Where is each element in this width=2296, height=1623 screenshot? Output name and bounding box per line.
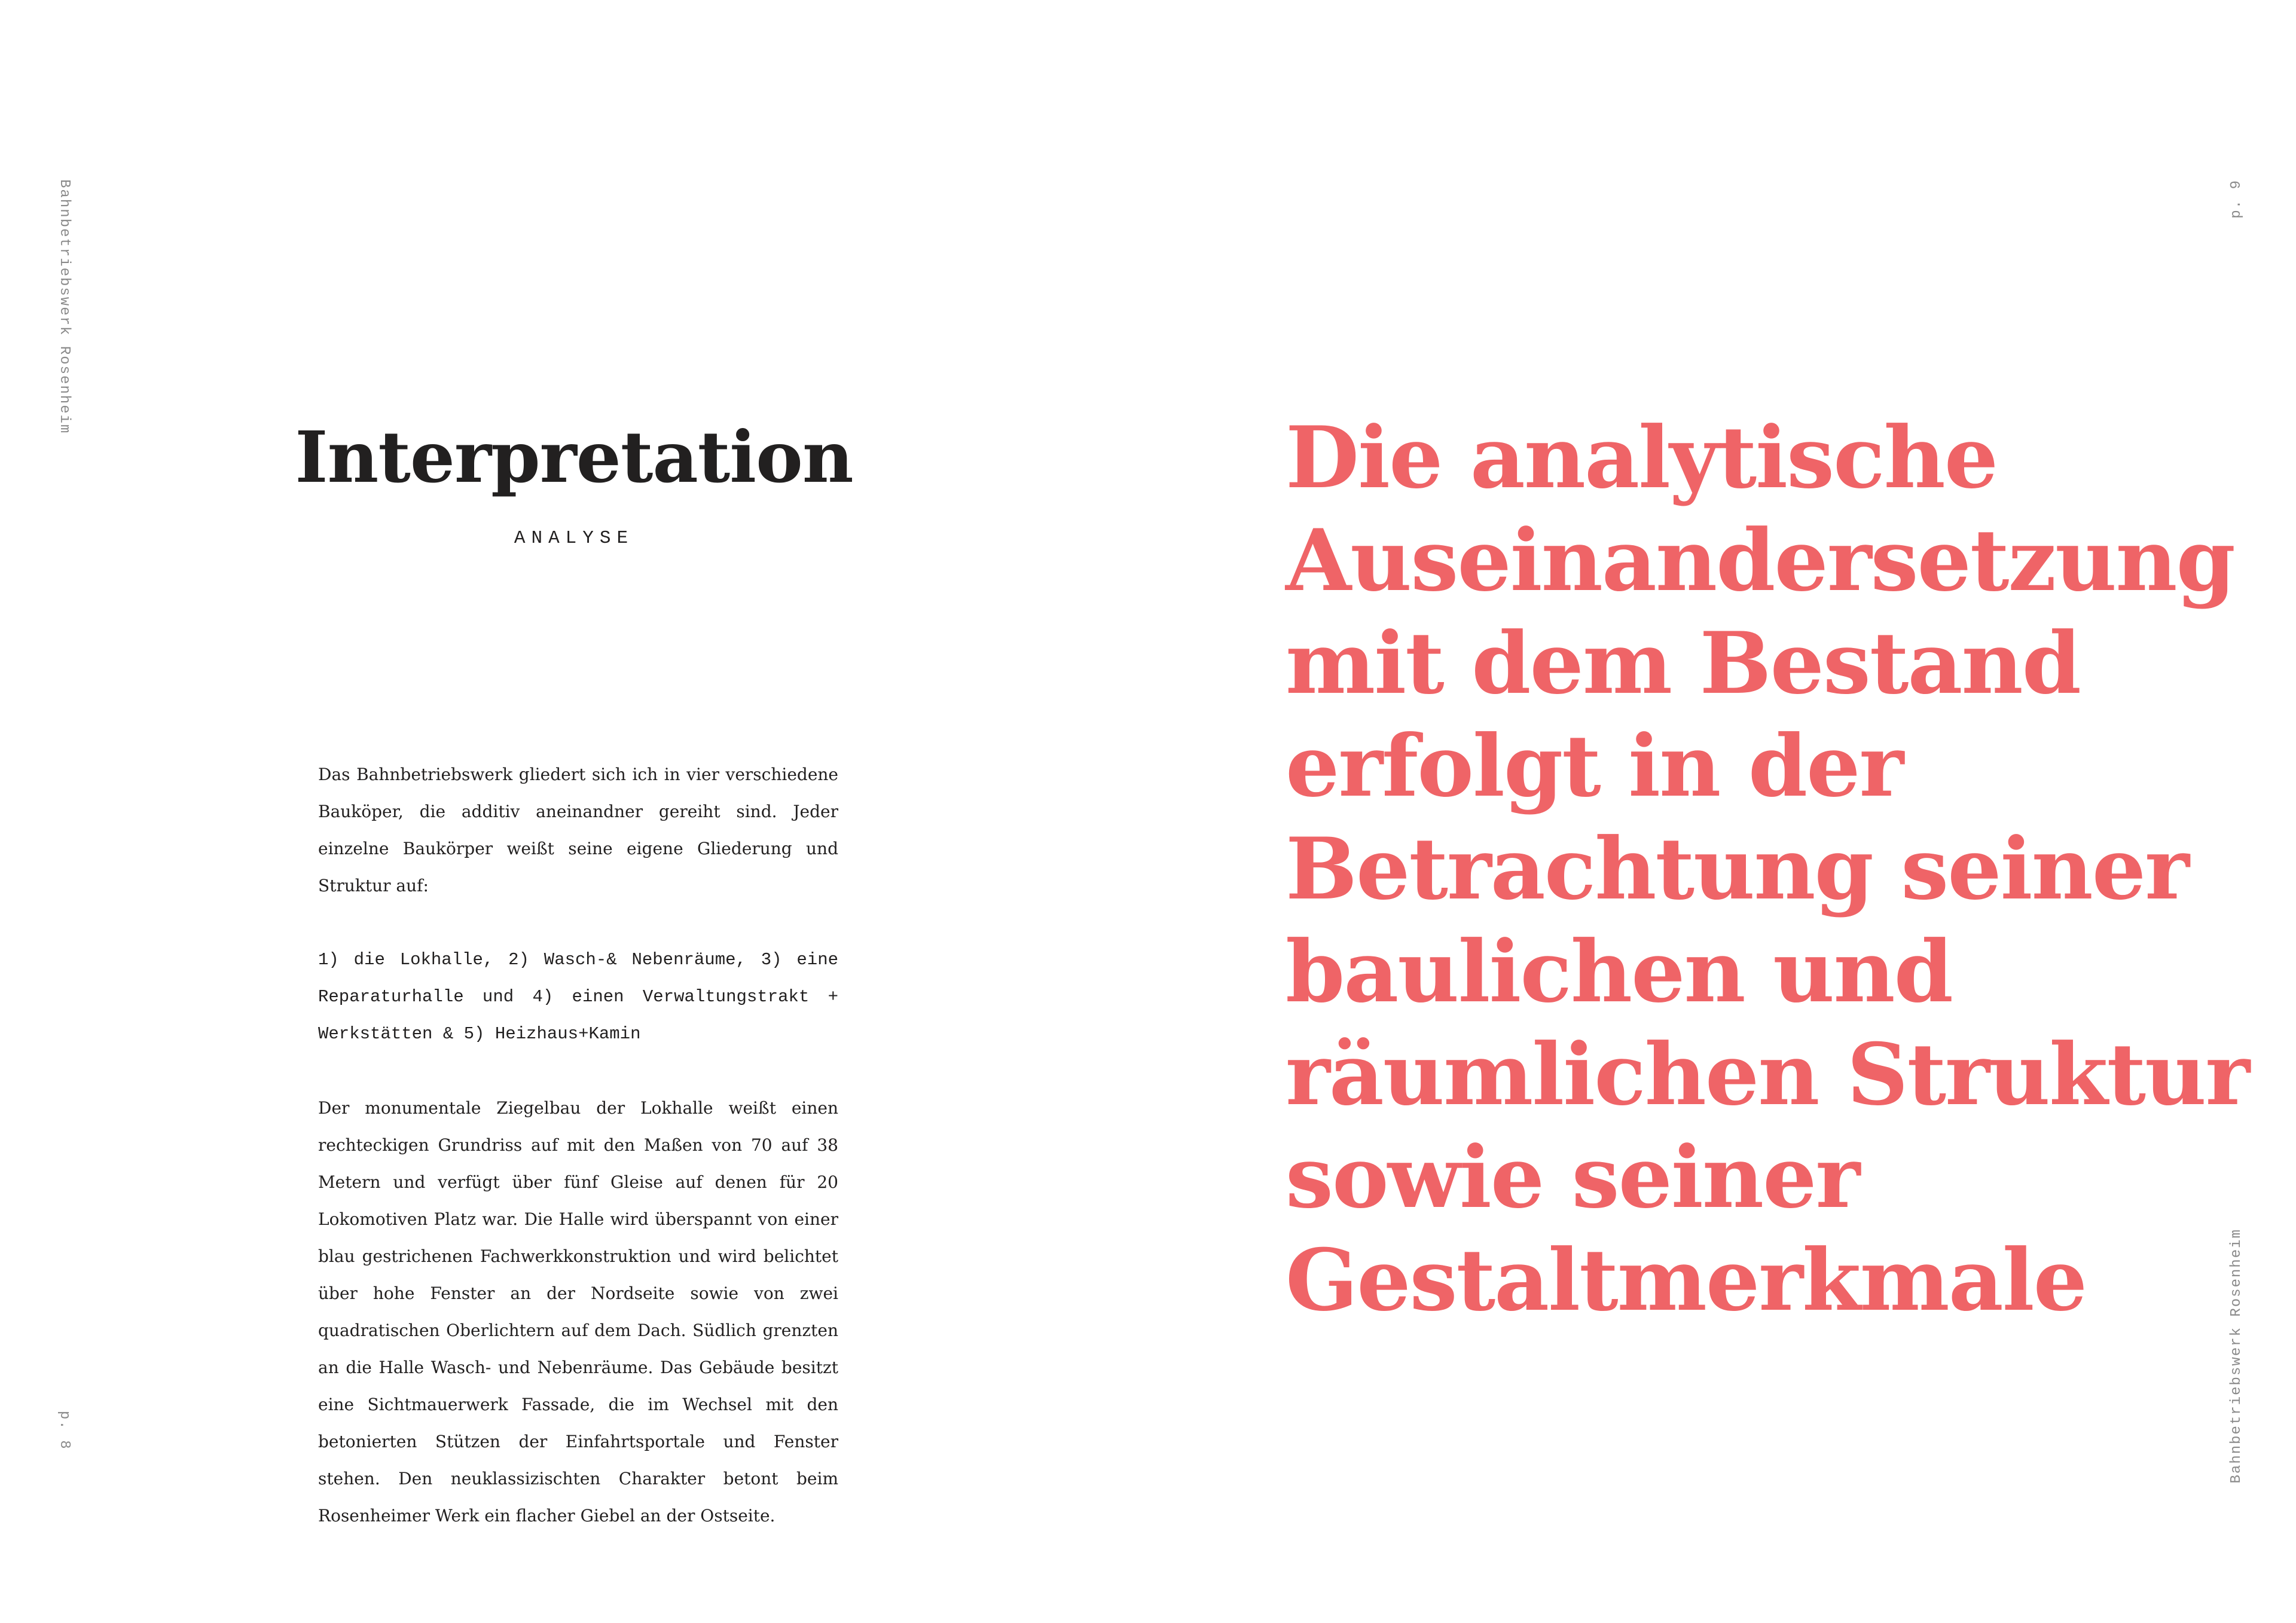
paragraph-building-list: 1) die Lokhalle, 2) Wasch-& Nebenräume, 3) eine Reparaturhalle und 4) einen Verwaltungstrakt + Werkstätten & 5) Heizhaus+Kamin [318,950,838,1044]
page-subtitle: ANALYSE [514,528,634,549]
running-header-right-title: Bahnbetriebswerk Rosenheim [2228,1228,2245,1484]
body-text [318,756,838,1572]
pull-quote-line: baulichen und [1286,922,1952,1022]
page-number-left: p. 8 [56,1411,72,1450]
pull-quote-line: mit dem Bestand [1286,614,2080,713]
paragraph-lokhalle: Der monumentale Ziegelbau der Lokhalle weißt einen rechteckigen Grundriss auf mit den Maßen von 70 auf 38 Metern und verfügt über fünf Gleise auf denen für 20 Lokomotiven Platz war. Die Halle wird überspannt von einer blau gestrichenen Fachwerkkonstruktion und wird belichtet über hohe Fenster an der Nordseite sowie von zwei quadratischen Oberlichtern auf dem Dach. Südlich grenzten an die Halle Wasch- und Nebenräume. Das Gebäude besitzt eine Sichtmauerwerk Fassade, die im Wechsel mit den betonierten Stützen der Einfahrtsportale und Fenster stehen. Den neuklassizischten Charakter betont beim Rosenheimer Werk ein flacher Giebel an der Ostseite. [318,1098,838,1526]
pull-quote-line: Betrachtung seiner [1286,820,2188,919]
pull-quote-line: Die analytische [1286,408,1998,508]
pull-quote [1286,406,2249,1332]
running-header-left-title: Bahnbetriebswerk Rosenheim [56,179,72,435]
pull-quote-line: Auseinandersetzung [1286,511,2234,610]
pull-quote-line: erfolgt in der [1286,717,1903,816]
pull-quote-line: sowie seiner [1286,1128,1860,1227]
paragraph-intro: Das Bahnbetriebswerk gliedert sich ich in vier verschiedene Bauköper, die additiv aneinandner gereiht sind. Jeder einzelne Baukörper weißt seine eigene Gliederung und Struktur auf: [318,765,838,895]
page-number-right: p. 9 [2228,179,2245,219]
pull-quote-line: räumlichen Struktur [1286,1025,2249,1124]
page-title: Interpretation [295,415,853,499]
pull-quote-line: Gestaltmerkmale [1286,1231,2087,1330]
